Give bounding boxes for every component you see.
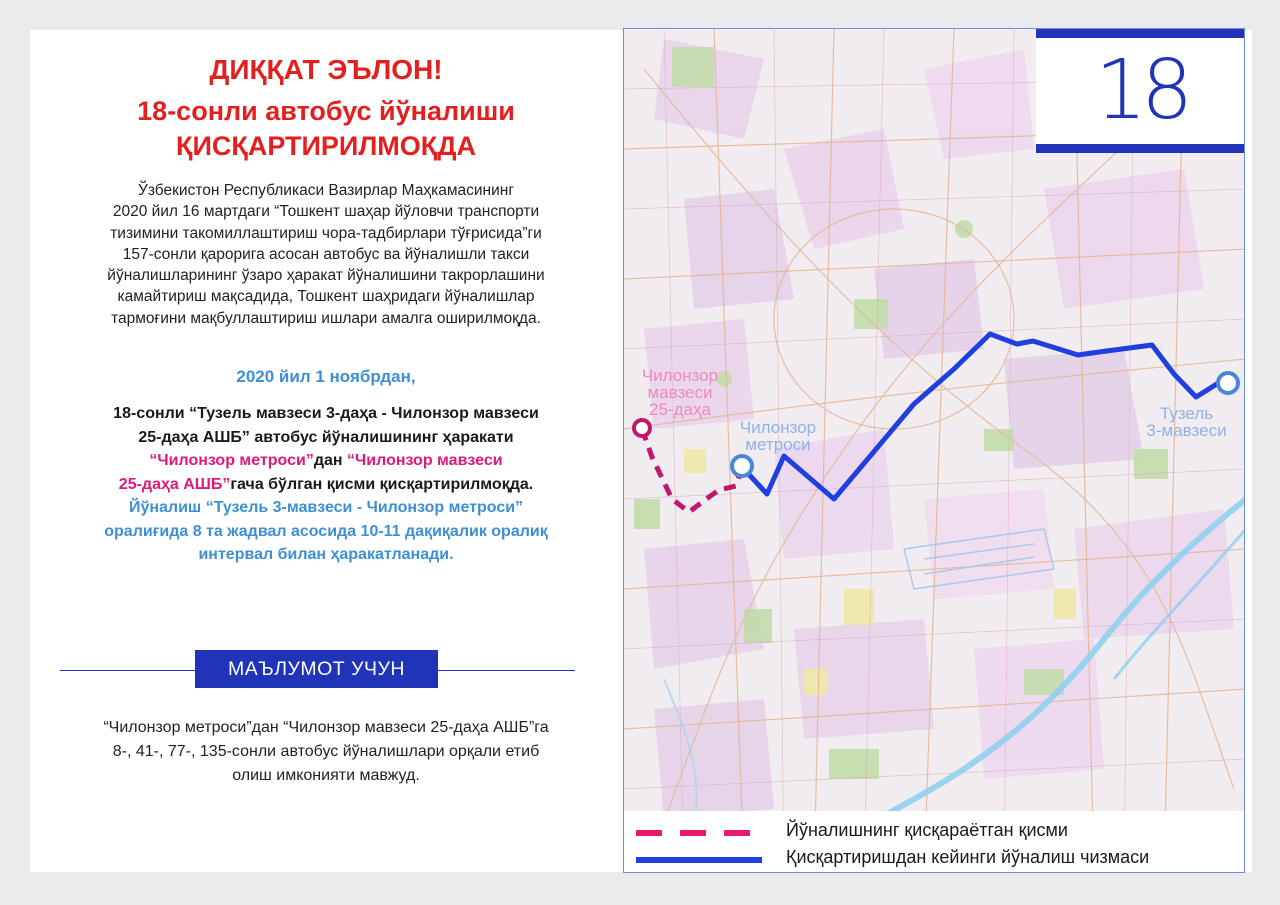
- highlight-destination: “Чилонзор мавзеси: [347, 452, 503, 469]
- intro-line: 157-сонли қарорига асосан автобус ва йўналишли такси: [122, 245, 530, 263]
- stop-label-line: Чилонзор: [641, 366, 719, 385]
- connector-text: дан: [313, 452, 348, 469]
- route-number-badge: [1036, 29, 1245, 153]
- page-title: ДИҚҚАТ ЭЪЛОН!: [209, 54, 443, 85]
- stop-label-line: мавзеси: [647, 383, 713, 402]
- info-label: МАЪЛУМОТ УЧУН: [195, 650, 438, 688]
- announcement-panel: [30, 30, 622, 872]
- subtitle-line: ҚИСҚАРТИРИЛМОҚДА: [176, 131, 476, 161]
- legend-label: Қисқартиришдан кейинги йўналиш чизмаси: [786, 847, 1150, 867]
- intro-line: Ўзбекистон Республикаси Вазирлар Маҳкамасининг: [138, 182, 514, 199]
- subtitle-line: 18-сонли автобус йўналиши: [137, 96, 515, 126]
- announcement-line: 25-даҳа АШБ” автобус йўналишининг ҳаракати: [138, 428, 514, 446]
- intro-line: тармоғини мақбуллаштириш ишлари амалга оширилмоқда.: [111, 309, 541, 327]
- stop-label-tuzel: [1129, 405, 1244, 439]
- route-number: 18: [1094, 43, 1188, 138]
- highlight-metro: “Чилонзор метроси”: [149, 452, 314, 469]
- page-subtitle: [30, 94, 622, 164]
- route-info-line: оралиғида 8 та жадвал асосида 10-11 дақиқалик оралиқ: [104, 522, 548, 540]
- stop-label-line: 3-мавзеси: [1146, 421, 1227, 440]
- stop-tuzel-marker: [1218, 373, 1238, 393]
- stop-label-metro: [719, 419, 837, 453]
- map-legend: [624, 811, 1245, 873]
- badge-bottom-bar: [1036, 144, 1245, 153]
- route-map: [623, 28, 1245, 873]
- solid-line-swatch: [634, 848, 764, 872]
- intro-line: 2020 йил 16 мартдаги “Тошкент шаҳар йўловчи транспорти: [112, 203, 540, 221]
- stop-label-line: Чилонзор: [739, 418, 817, 437]
- stop-metro-marker: [732, 456, 752, 476]
- announcement-line: [30, 449, 622, 473]
- announcement-line: [30, 473, 622, 497]
- legend-item-new-route: [634, 844, 1244, 872]
- stop-chilonzor-25-marker: [634, 420, 650, 436]
- route-overlay: [624, 29, 1245, 873]
- divider-right: [438, 670, 575, 671]
- intro-line: камайтириш мақсадида, Тошкент шаҳридаги йўналишлар: [117, 288, 535, 306]
- stop-label-line: метроси: [745, 435, 811, 454]
- badge-top-bar: [1036, 29, 1245, 38]
- note-line: 8-, 41-, 77-, 135-сонли автобус йўналишлари орқали етиб: [112, 743, 540, 760]
- announcement-line: 18-сонли “Тузель мавзеси 3-даҳа - Чилонзор мавзеси: [113, 405, 539, 422]
- intro-line: йўналишларининг ўзаро ҳаракат йўналишини такрорлашини: [107, 267, 545, 285]
- route-info-line: интервал билан ҳаракатланади.: [198, 546, 454, 563]
- note-line: “Чилонзор метроси”дан “Чилонзор мавзеси 25-даҳа АШБ”га: [103, 719, 549, 736]
- note-line: олиш имконияти мавжуд.: [232, 767, 420, 784]
- route-info-line: Йўналиш “Тузель 3-мавзеси - Чилонзор метроси”: [128, 499, 524, 516]
- highlight-destination: 25-даҳа АШБ”: [118, 475, 231, 493]
- stop-label-line: 25-даҳа: [649, 400, 711, 419]
- effective-date: 2020 йил 1 ноябрдан,: [236, 367, 416, 386]
- stop-label-line: Тузель: [1159, 404, 1214, 423]
- connector-text: гача бўлган қисми қисқартирилмоқда.: [230, 475, 534, 493]
- legend-item-shortened: [634, 817, 1244, 845]
- intro-paragraph: [30, 180, 622, 329]
- info-note: [30, 716, 622, 788]
- dashed-line-swatch: [634, 821, 764, 845]
- divider-left: [60, 670, 195, 671]
- legend-label: Йўналишнинг қисқараётган қисми: [786, 820, 1068, 840]
- intro-line: тизимини такомиллаштириш чора-тадбирлари тўғрисида”ги: [110, 224, 542, 242]
- announcement-text: [30, 402, 622, 567]
- stop-label-chilonzor-25: [624, 367, 736, 418]
